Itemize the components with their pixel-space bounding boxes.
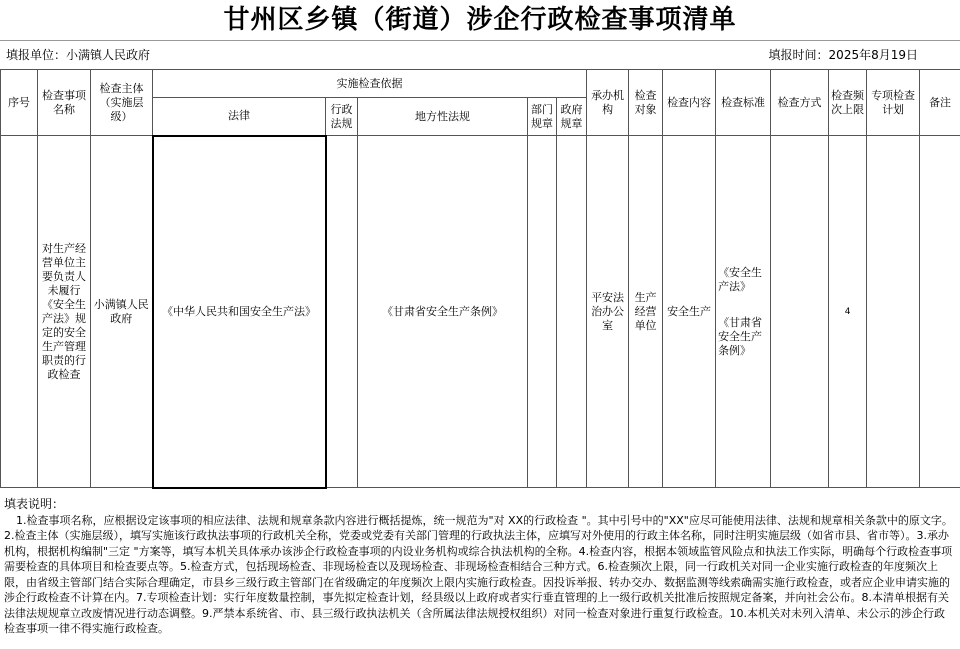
cell-content: 安全生产 xyxy=(663,136,716,488)
header-basis-group: 实施检查依据 xyxy=(153,70,587,98)
header-item-name: 检查事项名称 xyxy=(38,70,91,136)
header-frequency: 检查频次上限 xyxy=(829,70,867,136)
header-content: 检查内容 xyxy=(663,70,716,136)
header-subject: 检查主体（实施层级） xyxy=(91,70,153,136)
header-seq: 序号 xyxy=(1,70,38,136)
header-dept-rule: 部门规章 xyxy=(528,98,557,136)
header-admin-reg: 行政法规 xyxy=(326,98,358,136)
cell-standard xyxy=(716,136,771,488)
cell-item-name: 对生产经营单位主要负责人未履行《安全生产法》规定的安全生产管理职责的行政检查 xyxy=(38,136,91,488)
cell-frequency: 4 xyxy=(829,136,867,488)
header-special-plan: 专项检查计划 xyxy=(867,70,920,136)
header-law: 法律 xyxy=(153,98,326,136)
standard-ref-2: 《甘肃省安全生产条例》 xyxy=(718,315,763,357)
filling-instructions xyxy=(4,497,954,637)
cell-gov-rule xyxy=(557,136,587,488)
cell-law[interactable]: 《中华人民共和国安全生产法》 xyxy=(153,136,326,488)
notes-title: 填表说明： xyxy=(4,497,65,511)
table-row xyxy=(1,136,960,488)
header-row-1 xyxy=(1,70,960,98)
cell-admin-reg xyxy=(326,136,358,488)
header-method: 检查方式 xyxy=(771,70,829,136)
header-local-reg: 地方性法规 xyxy=(358,98,528,136)
cell-subject: 小满镇人民政府 xyxy=(91,136,153,488)
cell-seq xyxy=(1,136,38,488)
header-gov-rule: 政府规章 xyxy=(557,98,587,136)
notes-body: 1.检查事项名称，应根据设定该事项的相应法律、法规和规章条款内容进行概括提炼，统一规范为"对 XX的行政检查 "。其中引号中的"XX"应尽可能使用法律、法规和规章相关条款中的原文字。2.检查主体（实施层级），填写实施该行政执法事项的行政机关全称，党委或党委有关部门管理的行政执法主体，应填写对外使用的行政主体名称，同时注明实施层级（如省市县、省市等）。3.承办机构，根据机构编制"三定 "方案等，填写本机关具体承办该涉企行政检查事项的内设业务机构或综合执法机构的全称。4.检查内容，根据本领域监管风险点和执法工作实际，明确每个行政检查事项需要检查的具体项目和检查要点等。5.检查方式，包括现场检查、非现场检查以及现场检查、非现场检查相结合三种方式。6.检查频次上限，同一行政机关对同一企业实施行政检查的年度频次上限，由省级主管部门结合实际合理确定，市县乡三级行政主管部门在省级确定的年度频次上限内实施行政检查。因投诉举报、转办交办、数据监测等线索确需实施行政检查，或者应企业申请实施的涉企行政检查不计算在内。7.专项检查计划：实行年度数量控制，事先拟定检查计划，经县级以上政府或者实行垂直管理的上一级行政机关批准后按照规定备案，并向社会公布。8.本清单根据有关法律法规规章立改废情况进行动态调整。9.严禁本系统省、市、县三级行政执法机关（含所属法律法规授权组织）对同一检查对象进行重复行政检查。10.本机关对未列入清单、未公示的涉企行政检查事项一律不得实施行政检查。 xyxy=(4,513,953,635)
cell-remark xyxy=(920,136,960,488)
cell-method xyxy=(771,136,829,488)
cell-undertaker: 平安法治办公室 xyxy=(587,136,629,488)
header-remark: 备注 xyxy=(920,70,960,136)
header-standard: 检查标准 xyxy=(716,70,771,136)
cell-dept-rule xyxy=(528,136,557,488)
filling-time: 填报时间：2025年8月19日 xyxy=(768,48,918,62)
header-target: 检查对象 xyxy=(629,70,663,136)
header-undertaker: 承办机构 xyxy=(587,70,629,136)
inspection-table xyxy=(0,69,960,489)
page-title: 甘州区乡镇（街道）涉企行政检查事项清单 xyxy=(0,0,960,41)
filling-unit: 填报单位：小满镇人民政府 xyxy=(6,48,151,62)
standard-ref-1: 《安全生产法》 xyxy=(718,265,763,293)
cell-target: 生产经营单位 xyxy=(629,136,663,488)
cell-local-reg: 《甘肃省安全生产条例》 xyxy=(358,136,528,488)
cell-special-plan xyxy=(867,136,920,488)
